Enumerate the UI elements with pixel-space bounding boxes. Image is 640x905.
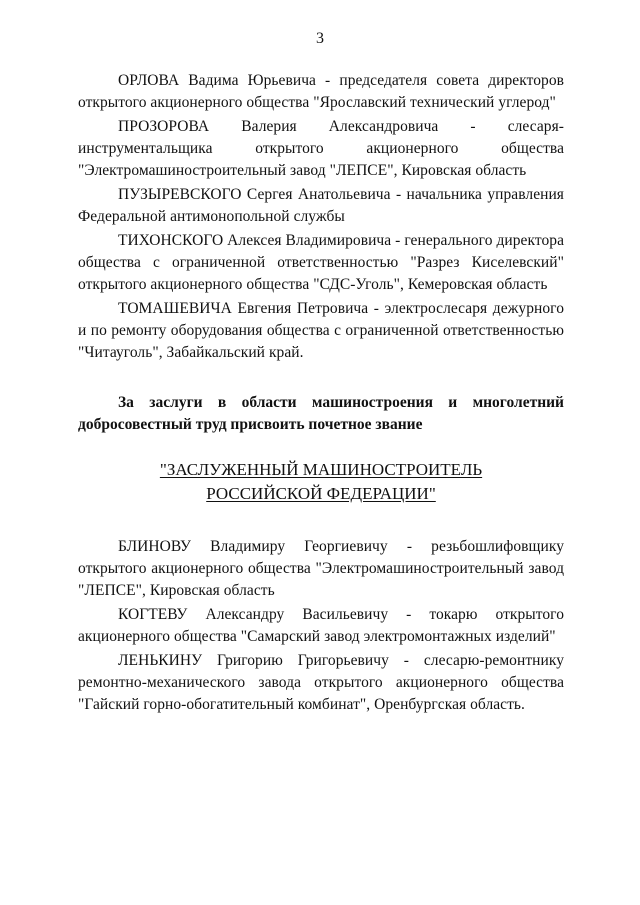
awardee-entry: ПРОЗОРОВА Валерия Александровича - слесаря-инструментальщика открытого акционерного общества "Электромашиностроительный завод "ЛЕПСЕ", Кировская область [78,118,564,179]
awardee-entry: КОГТЕВУ Александру Васильевичу - токарю открытого акционерного общества "Самарский завод электромонтажных изделий" [78,606,564,645]
document-body [78,70,564,718]
honorary-title [78,458,564,506]
awardee-list-bottom [78,536,564,716]
awardee-entry: ТИХОНСКОГО Алексея Владимировича - генерального директора общества с ограниченной ответственностью "Разрез Киселевский" открытого акционерного общества "СДС-Уголь", Кемеровская область [78,232,564,293]
awardee-entry: ЛЕНЬКИНУ Григорию Григорьевичу - слесарю-ремонтнику ремонтно-механического завода открытого акционерного общества "Гайский горно-обогатительный комбинат", Оренбургская область. [78,652,564,713]
awardee-list-top [78,70,564,364]
awardee-entry: ТОМАШЕВИЧА Евгения Петровича - электрослесаря дежурного и по ремонту оборудования общества с ограниченной ответственностью "Читауголь", Забайкальский край. [78,300,564,361]
awardee-entry: ОРЛОВА Вадима Юрьевича - председателя совета директоров открытого акционерного общества "Ярославский технический углерод" [78,72,564,111]
honorary-title-line: РОССИЙСКОЙ ФЕДЕРАЦИИ" [206,484,436,503]
page-number: 3 [316,30,324,47]
decree-paragraph: За заслуги в области машиностроения и многолетний добросовестный труд присвоить почетное звание [78,394,564,433]
awardee-entry: ПУЗЫРЕВСКОГО Сергея Анатольевича - начальника управления Федеральной антимонопольной службы [78,186,564,225]
awardee-entry: БЛИНОВУ Владимиру Георгиевичу - резьбошлифовщику открытого акционерного общества "Электромашиностроительный завод "ЛЕПСЕ", Кировская область [78,538,564,599]
honorary-title-line: "ЗАСЛУЖЕННЫЙ МАШИНОСТРОИТЕЛЬ [159,460,483,479]
